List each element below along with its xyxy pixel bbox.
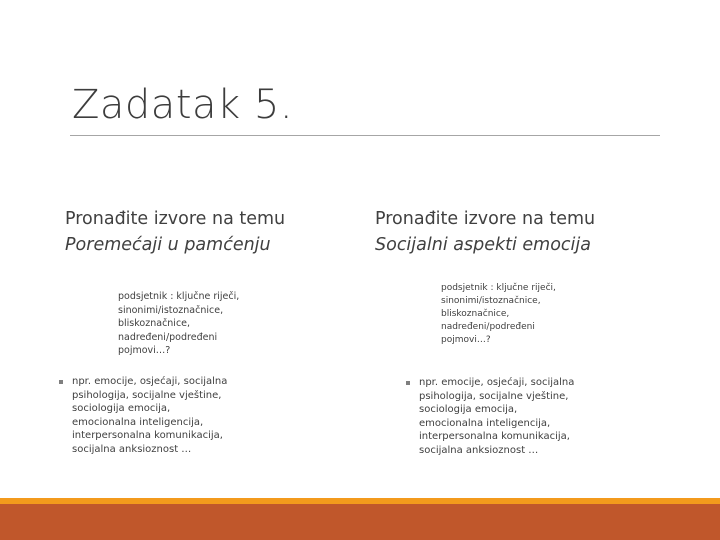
slide-title: Zadatak 5. (72, 82, 294, 128)
title-divider (70, 135, 660, 136)
right-hint-text: podsjetnik : ključne riječi, sinonimi/istoznačnice, bliskoznačnice, nadređeni/podređeni pojmovi…? (441, 283, 556, 345)
right-heading-topic: Socijalni aspekti emocija (375, 235, 591, 255)
left-bullet-text: npr. emocije, osjećaji, socijalna psihologija, socijalne vještine, sociologija emocija, emocionalna inteligencija, interpersonalna komunikacija, socijalna anksioznost … (72, 376, 228, 455)
right-bullet-text: npr. emocije, osjećaji, socijalna psihologija, socijalne vještine, sociologija emocija, emocionalna inteligencija, interpersonalna komunikacija, socijalna anksioznost … (419, 377, 575, 456)
left-hint-text: podsjetnik : ključne riječi, sinonimi/istoznačnice, bliskoznačnice, nadređeni/podređeni pojmovi…? (118, 291, 240, 356)
right-heading-line1: Pronađite izvore na temu (375, 209, 596, 229)
left-heading-topic: Poremećaji u pamćenju (65, 235, 271, 255)
right-bullet-icon (406, 381, 410, 385)
right-heading (375, 206, 595, 258)
left-heading-line1: Pronađite izvore na temu (65, 209, 286, 229)
left-bullet-icon (59, 380, 63, 384)
left-heading (65, 206, 285, 258)
footer-band (0, 504, 720, 540)
